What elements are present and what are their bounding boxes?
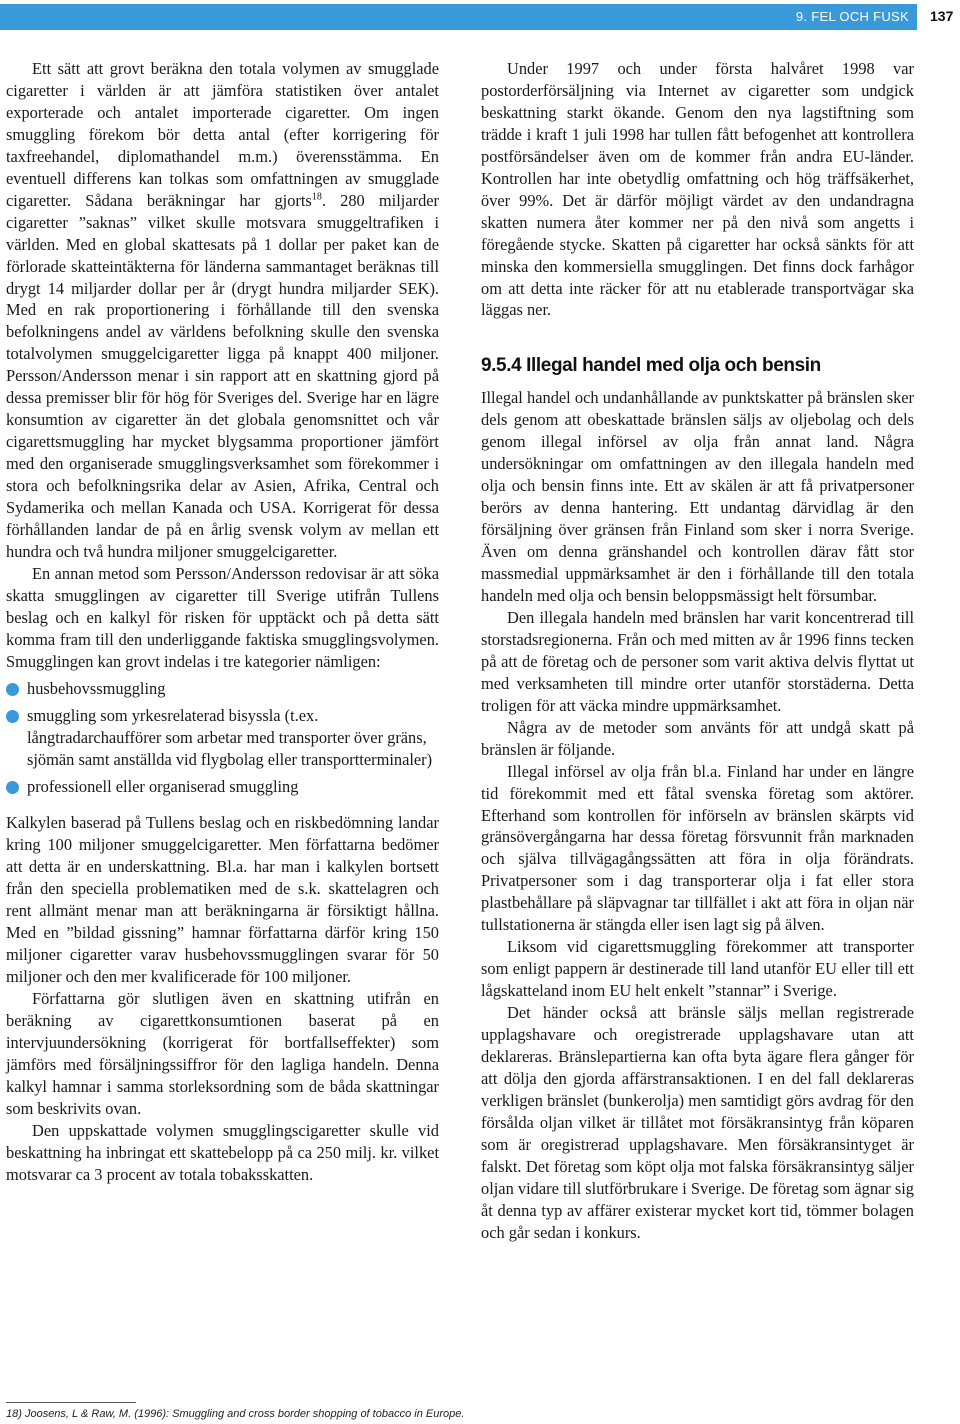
list-item [6,678,439,700]
left-paragraph-1-text-b: . 280 miljarder cigaretter ”saknas” vilket skulle motsvara smuggeltrafiken i världen. Med en global skattesats på 1 dollar per paket kan de förlorade skatteintäkterna för länderna sammantaget beräknas till drygt 14 miljarder dollar per år (drygt hundra miljarder SEK). Med en rak proportionering i förhållande till den svenska befolkningens andel av världens befolkning skulle den svenska totalvolymen smuggelcigaretter ligga på knappt 400 miljoner. Persson/Andersson menar i sin rapport att en skattning gjord på dessa premisser blir för hög för Sveriges del. Sverige har en lägre konsumtion av cigaretter än det globala genomsnittet och vår cigarettsmuggling har mycket blygsamma proportioner jämfört med den organiserade smugglingsverksamhet som förekommer i stora och befolkningsrika delar av Asien, Afrika, Central och Sydamerika och mellan Kanada och USA. Korrigerat för dessa förhållanden landar de på en årlig svensk volym av mellan ett hundra och två hundra miljoner smuggelcigaretter. [6,190,440,561]
list-item [6,705,439,771]
left-paragraph-1 [6,58,439,563]
right-paragraph-5: Illegal införsel av olja från bl.a. Finland har under en längre tid förekommit med ett fåtal svenska företag som aktörer. Efterhand som kontrollen för införseln av bränslen skärpts vid gränsövergångarna har dessa företag försvunnit från marknaden och själva tillvägagångssätten att föra in olja förändrats. Privatpersoner som i dag transporterar olja i fat eller stora plastbehållare på släpvagnar tar tillfället i akt att föra in oljan när tullstationerna är stängda eller isen lagt sig på älven. [481,761,914,935]
right-paragraph-1: Under 1997 och under första halvåret 1998 var postorderförsäljning via Internet av cigaretter som undgick beskattning starkt ökande. Genom den nya lagstiftning som trädde i kraft 1 juli 1998 har tullen fått befogenhet att kontrollera postförsändelser även om de kommer från andra EU-länder. Kontrollen har inte obetydlig omfattning och hög träffsäkerhet, över 99%. Det är därför möjligt värdet av den undandragna skatten numera åter kommer ner på den nivå som angetts i föregående stycke. Skatten på cigaretter har också sänkts för att minska den kommersiella smugglingen. Det finns dock farhågor om att detta inte räcker för att nu etablerade transportvägar ska läggas ner. [481,59,914,320]
right-paragraph-7: Det händer också att bränsle säljs mellan registrerade upplagshavare och oregistrerade upplagshavare utan att deklareras. Bränslepartierna kan ofta byta ägare flera gånger för att dölja den gjorda affärstransaktionen. I en del fall deklareras verkligen bränslet (bunkerolja) men samtidigt görs avdrag för den försålda oljan vilket är tillåtet mot försäkransintyg från köparen som är oregistrerad upplagshavare. Men försäkransintyget är falskt. Det företag som köpt olja mot falska försäkransintyg säljer oljan vidare till slutförbrukare i Sverige. De företag som ägnar sig åt denna typ av affärer existerar mycket kort tid, tömmer bolagen och går sedan i konkurs. [481,1003,914,1242]
left-column [6,58,439,1186]
footnote-reference[interactable]: 18 [311,191,322,203]
smuggling-categories-list [6,678,439,798]
left-paragraph-5: Den uppskattade volymen smugglingscigaretter skulle vid beskattning ha inbringat ett skattebelopp på ca 250 milj. kr. vilket motsvarar ca 3 procent av totala tobaksskatten. [6,1120,439,1184]
bullet-dot-icon [6,683,19,696]
list-item-text: smuggling som yrkesrelaterad bisyssla (t.ex. långtradarchaufförer som arbetar med transporter över gräns, sjömän samt anställda vid flygbolag eller transportterminaler) [27,705,433,769]
chapter-header-bar [0,4,917,30]
right-paragraph-4: Några av de metoder som använts för att undgå skatt på bränslen är följande. [481,717,914,759]
list-item-text: professionell eller organiserad smuggling [27,776,299,796]
bullet-dot-icon [6,710,19,723]
left-paragraph-2: En annan metod som Persson/Andersson redovisar är att söka skatta smugglingen av cigaretter till Sverige utifrån Tullens beslag och en kalkyl för risken för upptäckt och på detta sätt komma fram till den underliggande faktiska smugglingsvolymen. Smugglingen kan grovt indelas i tre kategorier nämligen: [6,563,439,671]
list-item [6,776,439,798]
bullet-dot-icon [6,781,19,794]
page-number: 137 [930,8,954,24]
right-paragraph-2: Illegal handel och undanhållande av punktskatter på bränslen sker dels genom att obeskattade bränslen säljs av oljebolag och dels genom illegal införsel av olja från annat land. Några undersökningar om omfattningen av den illegala handeln med olja och bensin finns inte. Ett av skälen är att få privatpersoner berörs av denna hantering. Ett undantag därvidlag är den försäljning över gränsen från Finland som sker i norra Sverige. Även om denna gränshandel och kontrollen därav fått stor massmedial uppmärksamhet är den i förhållande till den totala handeln med olja och bensin beloppsmässigt helt försumbar. [481,388,914,605]
list-item-text: husbehovssmuggling [27,678,166,698]
right-column [481,58,914,1244]
right-paragraph-6: Liksom vid cigarettsmuggling förekommer att transporter som enligt pappern är destinerade till land utanför EU eller till ett lågskatteland inom EU helt enkelt ”stannar” i Sverige. [481,937,914,1001]
chapter-title: 9. FEL OCH FUSK [795,9,909,24]
footnote-divider [6,1402,136,1403]
section-heading: 9.5.4 Illegal handel med olja och bensin [481,355,821,377]
left-paragraph-3: Kalkylen baserad på Tullens beslag och en riskbedömning landar kring 100 miljoner smuggelcigaretter. Men författarna bedömer att detta är en underskattning. Bl.a. har man i kalkylen bortsett från den speciella problematiken med de s.k. skattelagren och rent allmänt menar man att beräkningarna är försiktigt hållna. Med en ”bildad gissning” hamnar författarna därför kring 150 miljoner cigaretter varav husbehovssmugglingen svarar för 50 miljoner och den mer kvalificerade för 100 miljoner. [6,813,439,987]
right-paragraph-3: Den illegala handeln med bränslen har varit koncentrerad till storstadsregionerna. Från och med mitten av år 1996 finns tecken på att de företag och de personer som varit aktiva delvis flyttat ut med verksamheten till mindre orter utanför storstäderna. Detta troligen för att väcka mindre uppmärksamhet. [481,607,914,715]
left-paragraph-1-text-a: Ett sätt att grovt beräkna den totala volymen av smugglade cigaretter i världen är att jämföra statistiken över antalet exporterade och antalet importerade cigaretter. Om ingen smuggling förekom bör detta antal (efter korrigering för taxfreehandel, diplomathandel m.m.) överensstämma. En eventuell differens kan tolkas som omfattningen av smugglade cigaretter. Sådana beräkningar har gjorts [6,59,439,210]
left-paragraph-4: Författarna gör slutligen även en skattning utifrån en beräkning av cigarettkonsumtionen baserat på en intervjuundersökning (korrigerat för bortfallseffekter) som jämförs med försäljningssiffror för den lagliga handeln. Denna kalkyl hamnar i samma storleksordning som de båda skattningar som beskrivits ovan. [6,989,439,1118]
footnote: 18) Joosens, L & Raw, M. (1996): Smuggling and cross border shopping of tobacco in Europe. [6,1408,465,1420]
